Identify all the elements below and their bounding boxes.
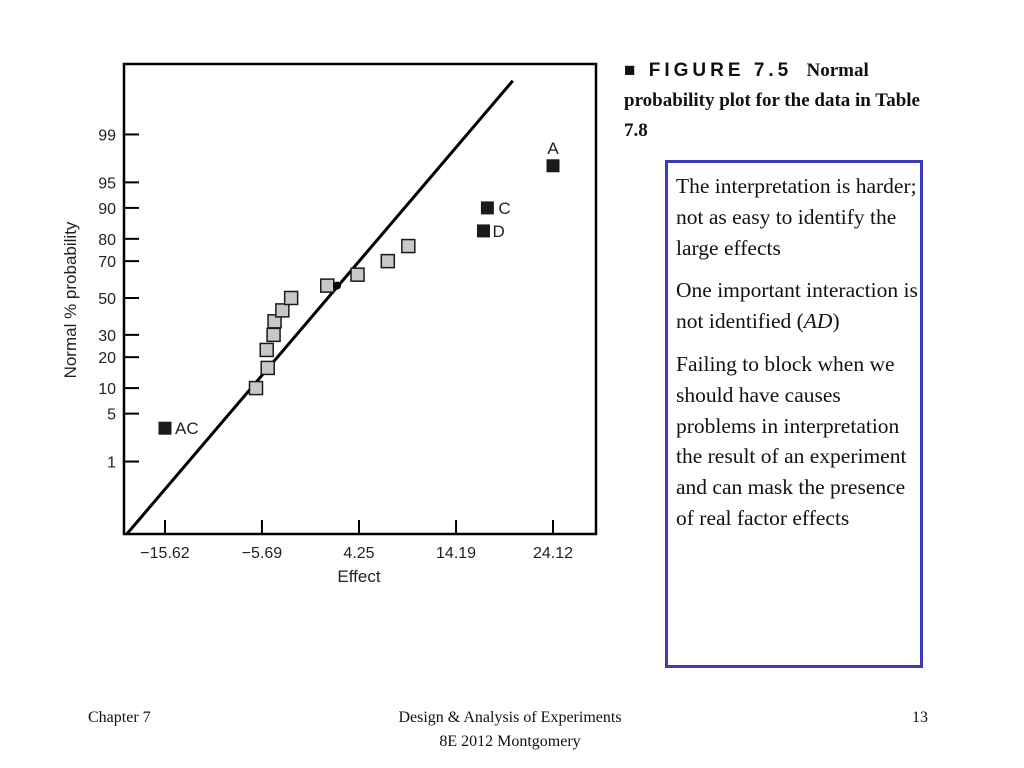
- figure-number: ■ FIGURE 7.5: [624, 60, 793, 81]
- callout-paragraph: The interpretation is harder; not as easy to identify the large effects: [676, 174, 917, 260]
- x-tick-label: 24.12: [532, 545, 574, 562]
- effect-point-label: C: [498, 198, 511, 218]
- y-tick-label: 80: [98, 231, 116, 249]
- significant-effect-point: [547, 159, 560, 172]
- effect-point: [285, 292, 298, 305]
- significant-effect-point: [481, 201, 494, 214]
- effect-point-label: AC: [175, 419, 199, 439]
- significant-effect-point: [159, 422, 172, 435]
- callout-italic-term: AD: [803, 309, 833, 334]
- y-tick-label: 20: [98, 350, 116, 368]
- effect-point: [267, 328, 280, 341]
- x-axis-label: Effect: [337, 567, 381, 586]
- effect-point: [261, 361, 274, 374]
- callout-paragraph: Failing to block when we should have causes problems in interpretation the result of an experiment and can mask the presence of real factor effects: [676, 351, 907, 530]
- plot-frame: [124, 64, 596, 534]
- y-tick-label: 90: [98, 200, 116, 218]
- figure-caption: [624, 56, 944, 146]
- y-tick-label: 95: [98, 175, 116, 193]
- normal-probability-plot: [0, 0, 620, 600]
- x-tick-label: −15.62: [140, 545, 190, 562]
- callout-paragraph: One important interaction is not identified (AD): [676, 278, 918, 334]
- y-tick-label: 70: [98, 254, 116, 272]
- effect-point-label: D: [492, 221, 505, 241]
- line-center-dot: [333, 282, 341, 290]
- interpretation-callout: [665, 160, 923, 668]
- effect-point: [260, 343, 273, 356]
- y-tick-label: 99: [98, 127, 116, 145]
- x-tick-label: 14.19: [436, 545, 477, 562]
- effect-point: [321, 279, 334, 292]
- figure-title: Normal probability plot for the data in Table 7.8: [624, 60, 920, 141]
- footer-page-number: 13: [912, 709, 928, 726]
- y-axis-label: Normal % probability: [61, 221, 80, 379]
- y-tick-label: 1: [107, 454, 116, 472]
- effect-point: [351, 268, 364, 281]
- significant-effect-point: [477, 224, 490, 237]
- footer-chapter: Chapter 7: [88, 709, 151, 726]
- effect-point-label: A: [547, 138, 559, 158]
- effect-point: [249, 382, 262, 395]
- effect-point: [381, 255, 394, 268]
- y-tick-label: 50: [98, 291, 116, 308]
- effect-point: [402, 240, 415, 253]
- y-tick-label: 10: [98, 381, 116, 399]
- effect-point: [276, 304, 289, 317]
- x-tick-label: 4.25: [343, 545, 375, 562]
- y-tick-label: 30: [98, 327, 116, 345]
- y-tick-label: 5: [107, 406, 116, 424]
- footer-book-title: Design & Analysis of Experiments 8E 2012 Montgomery: [398, 709, 622, 750]
- x-tick-label: −5.69: [241, 545, 283, 562]
- reference-line: [127, 81, 513, 534]
